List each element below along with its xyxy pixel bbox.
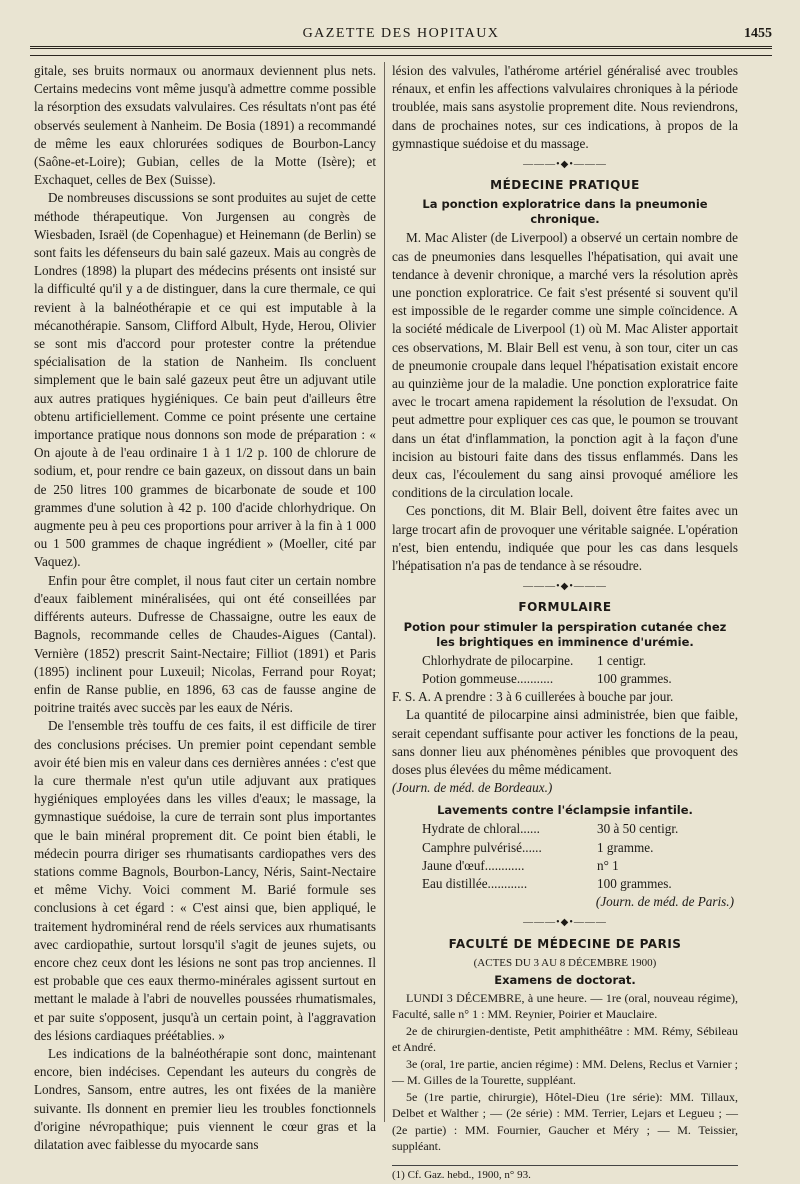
section-title-formulaire: FORMULAIRE [518,600,612,615]
prescription-line [392,875,738,893]
source-citation: (Journ. de méd. de Paris.) [595,894,734,910]
page-header [30,22,772,44]
paragraph: Les indications de la balnéothérapie sont donc, maintenant encore, bien indécises. Cependant les auteurs du congrès de Londres, Sansom, entre autres, les ont fixées de la manière suivante. Ils donnent en premier lieu les troubles fonctionnels d'origine névropathique; puis viennent le cœur gras et la dilatation avec faiblesse du myocarde sans [34,1045,376,1152]
source-citation: (Journ. de méd. de Bordeaux.) [392,780,553,796]
prescription-qty: 100 grammes. [597,670,672,686]
prescription-item: Potion gommeuse........... [422,670,554,686]
formula-title: Lavements contre l'éclampsie infantile. [437,803,693,818]
page-number: 1455 [744,26,772,41]
prescription-qty: 1 centigr. [597,652,647,668]
prescription-qty: n° 1 [597,857,619,873]
paragraph: La quantité de pilocarpine ainsi administrée, bien que faible, serait cependant suffisante pour activer les fonctions de la peau, sans donner lieu aux phénomènes pénibles que provoquent des doses plus élevées du même médicament. [392,707,738,777]
footnote: (1) Cf. Gaz. hebd., 1900, n° 93. [392,1168,531,1181]
section-title-faculte: FACULTÉ DE MÉDECINE DE PARIS [448,936,682,951]
prescription-item: Jaune d'œuf............ [422,857,525,873]
paragraph: Ces ponctions, dit M. Blair Bell, doivent être faites avec un large trocart afin de provoquer une véritable saignée. L'opération n'est, bien entendu, indiquée que pour les cas dans lesquels l'hépatisation n'a pas de tendance à se résoudre. [392,503,738,574]
column-divider [384,62,385,1122]
header-double-rule [30,46,772,49]
prescription-instruction: F. S. A. A prendre : 3 à 6 cuillerées à bouche par jour. [392,689,674,705]
exam-entry: 2e de chirurgien-dentiste, Petit amphithéâtre : MM. Rémy, Sébileau et André. [392,1023,738,1055]
article-title: La ponction exploratrice dans la pneumonie chronique. [422,197,708,227]
acts-date: (ACTES DU 3 AU 8 DÉCEMBRE 1900) [473,956,657,969]
exam-entry: LUNDI 3 DÉCEMBRE, à une heure. — 1re (oral, nouveau régime), Faculté, salle n° 1 : MM. Reynier, Poirier et Mauclaire. [392,990,738,1022]
formula-title: Potion pour stimuler la perspiration cutanée chez les brightiques en imminence d'urémie. [403,619,727,649]
prescription-line [392,820,738,838]
exam-entry: 5e (1re partie, chirurgie), Hôtel-Dieu (1re série): MM. Tillaux, Delbet et Walther ; — (2e série) : MM. Terrier, Lejars et Legueu ; — (2e partie) : MM. Fournier, Gaucher et Méry ; — M. Teissier, suppléant. [392,1089,738,1154]
prescription-item: Camphre pulvérisé...... [422,839,542,855]
paragraph: lésion des valvules, l'athérome artériel généralisé avec troubles rénaux, et enfin les affections valvulaires chroniques à la période troublée, mais sans asystolie proprement dite. Nous reviendrons, dans de prochaines notes, sur ces indications, à propos de la gymnastique suédoise et du massage. [392,63,738,151]
ornament-divider: ———•◆•——— [523,159,607,171]
paragraph: gitale, ses bruits normaux ou anormaux deviennent plus nets. Certains medecins vont même jusqu'à admettre comme possible la résorption des exsudats valvulaires. Ces résultats n'ont pas été observés seulement à Nanheim. De Bosia (1891) a recommandé de même les eaux chlorurées sodiques de Bourbon-Lancy (Saône-et-Loire); Gubian, celles de la Motte (Isère); et Exchaquet, celles de Bex (Suisse). [34,63,376,188]
prescription-item: Hydrate de chloral...... [422,821,540,837]
prescription-line [392,857,738,875]
prescription-line [392,652,738,670]
ornament-divider: ———•◆•——— [523,917,607,929]
prescription-line [392,839,738,857]
exam-heading: Examens de doctorat. [494,972,636,987]
section-title-medecine-pratique: MÉDECINE PRATIQUE [490,178,640,193]
exam-entry: 3e (oral, 1re partie, ancien régime) : MM. Delens, Reclus et Varnier ; — M. Gilles de la Tourette, suppléant. [392,1056,738,1088]
paragraph: Enfin pour être complet, il nous faut citer un certain nombre d'eaux faiblement minéralisées, qui ont été conseillées par différents auteurs. Dufresse de Chassaigne, outre les eaux de Bagnols, recommande celles de Chaudes-Aigues (Cantal). Vernière (1852) prescrit Saint-Nectaire; Filliot (1891) et Paris (1895) inclinent pour Luxeuil; Nicolas, Ferrand pour Royat; enfin de Ranse publie, en 1896, 63 cas de fausse angine de poitrine traités avec succès par les eaux de Néris. [34,572,376,716]
prescription-item: Chlorhydrate de pilocarpine. [422,652,574,668]
prescription-item: Eau distillée............ [422,875,528,891]
prescription-qty: 1 gramme. [597,839,654,855]
journal-title: GAZETTE DES HOPITAUX [302,26,500,41]
paragraph: M. Mac Alister (de Liverpool) a observé un certain nombre de cas de pneumonies dans lesquelles l'hépatisation, qui avait une tendance à devenir chronique, a marché vers la résolution après une ponction exploratrice. Ce fait s'est présenté si souvent qu'il est impossible de le regarder comme une simple coïncidence. A la société médicale de Liverpool (1) où M. Mac Alister apportait ces observations, M. Blair Bell est venu, à son tour, citer un cas de pneumonie croupale dans lequel l'hépatisation existait encore au quinzième jour de la maladie. Une ponction exploratrice faite avec le trocart amena rapidement la résolution de l'exsudat. On peut admettre pour expliquer ces cas que, le poumon se trouvant dans un état d'inflammation, la ponction agit à la façon d'une incision au bistouri faite dans des tissus enflammés. Dans les deux cas, l'écoulement du sang ainsi provoqué améliore les conditions de la circulation locale. [392,230,738,501]
ornament-divider: ———•◆•——— [523,581,607,593]
paragraph: De nombreuses discussions se sont produites au sujet de cette méthode thérapeutique. Von Jurgensen au congrès de Wiesbaden, Israël (de Copenhague) et Heinemann (de Berlin) se sont faits les défenseurs du bain salé gazeux. Mais au congrès de Londres (1898) la plupart des médecins présents ont insisté sur la difficulté qu'il y a de distinguer, dans la cure thermale, ce qui revient à la balnéothérapie et ce qui est imputable à la mécanothérapie. Sansom, Clifford Albult, Hyde, Herou, Olivier se sont mis d'accord pour protester contre la prétendue spécialisation de la station de Nanheim. Ils concluent simplement que le bain salé gazeux peut être un adjuvant utile aux autres pratiques hygiéniques. Ce bain peut d'ailleurs être obtenu artificiellement. Comme ce point présente une certaine importance pratique nous donnons son mode de préparation : « On ajoute à de l'eau ordinaire 1 à 1 1/2 p. 100 de chlorure de sodium, et, pour rendre ce bain gazeux, on dissout dans un bain de 250 litres 100 grammes de bicarbonate de soude et 100 grammes d'une solution à 42 p. 100 d'acide chlorhydrique. On augmente peu à peu ces proportions pour arriver à la fin à 1 000 ou 1 500 grammes de chaque ingrédient » (Moeller, cité par Vaquez). [34,190,376,570]
prescription-qty: 30 à 50 centigr. [597,821,679,837]
left-column [34,62,376,1154]
prescription-line [392,670,738,688]
paragraph: De l'ensemble très touffu de ces faits, il est difficile de tirer des conclusions précises. Un premier point cependant semble avoir été bien mis en valeur dans ces dernières années : c'est que la cure thermale n'est qu'un utile adjuvant aux pratiques hygiéniques employées dans les villes d'eaux; le massage, la gymnastique suédoise, la cure de terrain sont plus importantes que le bain minéral proprement dit. Ce point bien établi, le médecin pourra diriger ses rhumatisants cardiopathes vers des stations comme Bagnols, Bourbon-Lancy, Néris, Saint-Nectaire et même Vichy. Voici comment M. Barié formule ses conclusions à cet égard : « C'est ainsi que, bien appliqué, le traitement hydrominéral rend de réels services aux rhumatisants avec cardiopathie, surtout lorsqu'il s'agit de jeunes sujets, ou encore chez ceux dont les lésions ne sont pas trop anciennes. Il est probable que ces eaux thermo-minérales agissent surtout en mettant le malade à l'abri de nouvelles poussées rhumatismales, et par suite s'opposent, jusqu'à un certain point, à l'aggravation des lésions cardiaques préétablies. » [34,718,376,1043]
header-rule [30,55,772,56]
prescription-qty: 100 grammes. [597,875,672,891]
right-column [392,62,738,1184]
